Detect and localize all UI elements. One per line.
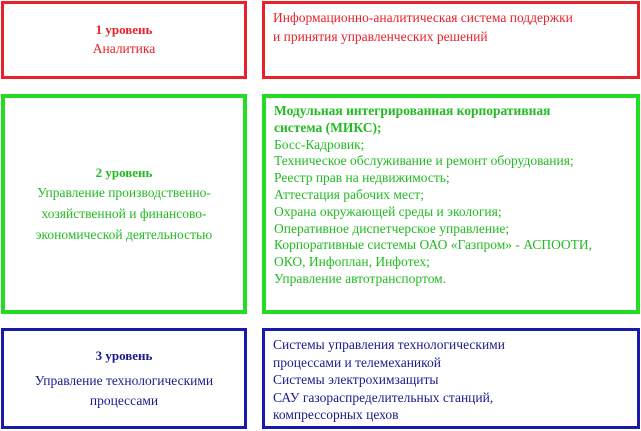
level-1-title: 1 уровень	[95, 22, 153, 37]
level-3-systems-box	[262, 328, 640, 429]
level-1-system-line: и принятия управленческих решений	[273, 28, 488, 44]
level-2-system-line: Охрана окружающей среды и экология;	[274, 203, 502, 219]
level-1-box	[1, 1, 247, 79]
level-2-system-line: Босс-Кадровик;	[274, 136, 365, 152]
level-3-system-line: САУ газораспределительных станций,	[273, 389, 494, 405]
level-2-system-line: Оперативное диспетчерское управление;	[274, 220, 510, 236]
level-2-system-line: Управление автотранспортом.	[274, 270, 447, 286]
level-2-name: Управление производственно-	[37, 184, 211, 200]
level-2-name: хозяйственной и финансово-	[41, 205, 207, 221]
level-3-system-line: процессами и телемеханикой	[273, 354, 441, 370]
level-3-name: процессами	[89, 392, 159, 408]
level-2-system-heading: Модульная интегрированная корпоративная	[274, 103, 551, 118]
level-2-system-line: Корпоративные системы ОАО «Газпром» - АСПООТИ,	[274, 237, 592, 253]
level-3-name: Управление технологическими	[34, 372, 214, 388]
level-2-system-line: Аттестация рабочих мест;	[274, 186, 424, 202]
level-3-system-line: компрессорных цехов	[273, 407, 399, 422]
level-3-system-line: Системы управления технологическими	[273, 337, 505, 352]
level-3-title: 3 уровень	[95, 347, 153, 363]
level-3-box	[1, 328, 247, 429]
level-2-system-line: Реестр прав на недвижимость;	[274, 170, 450, 186]
level-2-name: экономической деятельностью	[35, 226, 213, 242]
level-2-system-line: ОКО, Инфоплан, Инфотех;	[274, 254, 430, 270]
level-2-system-line: Техническое обслуживание и ремонт оборудования;	[274, 153, 574, 169]
level-2-system-heading: система (МИКС);	[274, 119, 382, 135]
level-1-systems-box	[262, 1, 640, 79]
level-2-systems-box	[262, 94, 640, 314]
level-1-system-line: Информационно-аналитическая система поддержки	[273, 10, 573, 25]
level-3-system-line: Системы электрохимзащиты	[273, 372, 439, 387]
level-2-box	[1, 94, 247, 314]
level-1-name: Аналитика	[92, 41, 156, 56]
level-2-title: 2 уровень	[95, 164, 153, 180]
